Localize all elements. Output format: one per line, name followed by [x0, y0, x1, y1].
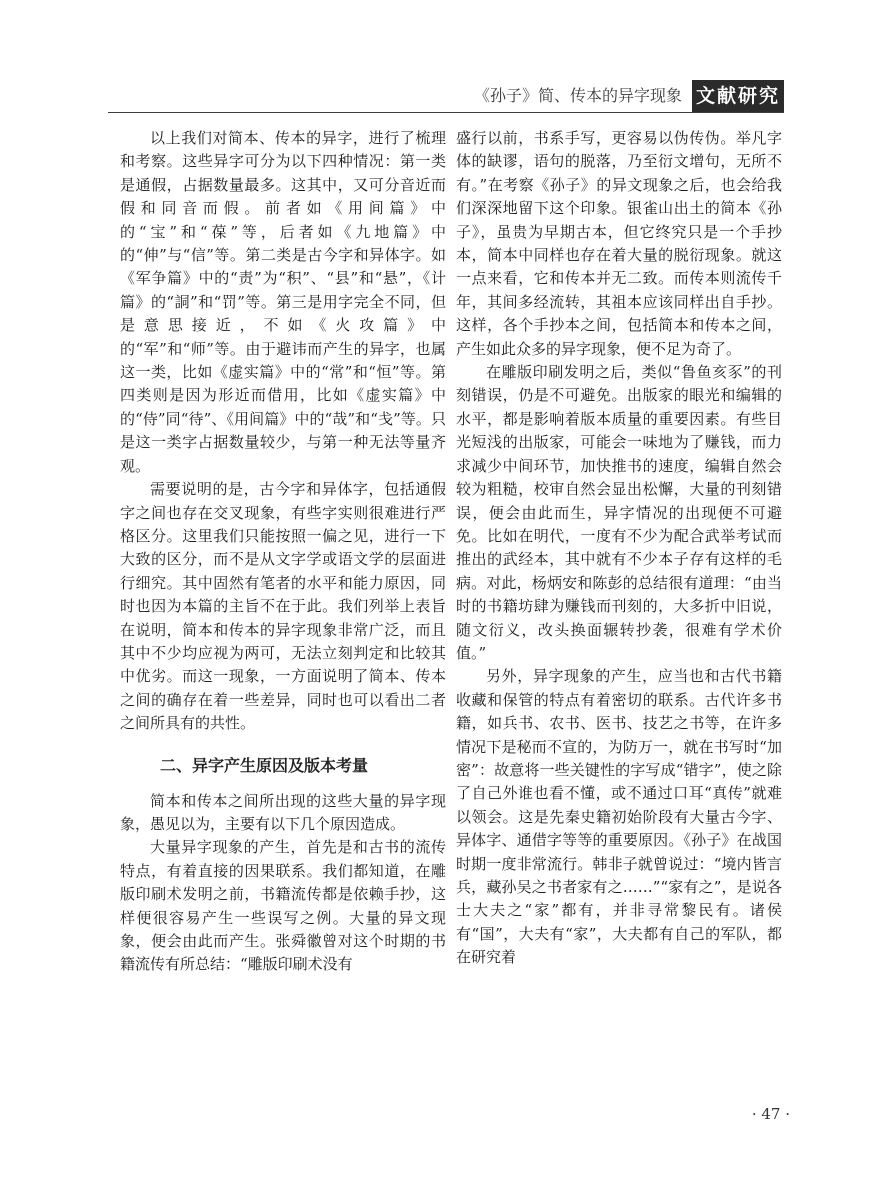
- running-header-title: 《孙子》简、传本的异字现象: [473, 86, 682, 105]
- paragraph: 需要说明的是，古今字和异体字，包括通假字之间也存在交叉现象，有些字实则很难进行严格区分。这里我们只能按照一偏之见，进行一下大致的区分，而不是从文字学或语文学的层面进行细究。其中固然有笔者的水平和能力原因，同时也因为本篇的主旨不在于此。我们列举上表旨在说明，简本和传本的异字现象非常广泛，而且其中不少均应视为两可，无法立刻判定和比较其中优劣。而这一现象，一方面说明了简本、传本之间的确存在着一些差异，同时也可以看出二者之间所具有的共性。: [120, 480, 446, 733]
- page-number: · 47 ·: [751, 1105, 790, 1123]
- paragraph: 以上我们对简本、传本的异字，进行了梳理和考察。这些异字可分为以下四种情况：第一类是通假，占据数量最多。这其中，又可分音近而假和同音而假。前者如《用间篇》中的“宝”和“葆”等，后者如《九地篇》中的“伸”与“信”等。第二类是古今字和异体字。如《军争篇》中的“责”为“积”、“县”和“悬”，《计篇》的“詷”和“罚”等。第三是用字完全不同，但是意思接近，不如《火攻篇》中的“军”和“师”等。由于避讳而产生的异字，也属这一类，比如《虚实篇》中的“常”和“恒”等。第四类则是因为形近而借用，比如《虚实篇》中的“侍”同“待”、《用间篇》中的“哉”和“戋”等。只是这一类字占据数量较少，与第一种无法等量齐观。: [120, 129, 446, 475]
- paragraph: 盛行以前，书系手写，更容易以伪传伪。举凡字体的缺谬，语句的脱落，乃至衍文增句，无所不有。”在考察《孙子》的异文现象之后，也会给我们深深地留下这个印象。银雀山出土的简本《孙子》，虽贵为早期古本，但它终究只是一个手抄本，简本中同样也存在着大量的脱衍现象。就这一点来看，它和传本并无二致。而传本则流传千年，其间多经流转，其祖本应该同样出自手抄。这样，各个手抄本之间，包括简本和传本之间，产生如此众多的异字现象，便不足为奇了。: [456, 129, 782, 358]
- left-column: [120, 127, 446, 977]
- paragraph: 简本和传本之间所出现的这些大量的异字现象，愚见以为，主要有以下几个原因造成。: [120, 791, 446, 833]
- header-divider: [108, 112, 784, 113]
- section-badge: 文献研究: [692, 80, 784, 112]
- paragraph: 在雕版印刷发明之后，类似“鲁鱼亥豕”的刊刻错误，仍是不可避免。出版家的眼光和编辑的水平，都是影响着版本质量的重要因素。有些目光短浅的出版家，可能会一味地为了赚钱，而力求减少中间环节，加快推书的速度，编辑自然会较为粗糙，校审自然会显出松懈，大量的刊刻错误，便会由此而生，异字情况的出现便不可避免。比如在明代，一度有不少为配合武举考试而推出的武经本，其中就有不少本子存有这样的毛病。对此，杨炳安和陈彭的总结很有道理：“由当时的书籍坊肆为赚钱而刊刻的，大多折中旧说，随文衍义，改头换面辗转抄袭，很难有学术价值。”: [456, 363, 782, 662]
- section-heading: 二、异字产生原因及版本考量: [160, 755, 369, 775]
- paragraph: 大量异字现象的产生，首先是和古书的流传特点，有着直接的因果联系。我们都知道，在雕版印刷术发明之前，书籍流传都是依赖手抄，这样便很容易产生一些误写之例。大量的异文现象，便会由此而产生。张舜徽曾对这个时期的书籍流传有所总结：“雕版印刷术没有: [120, 838, 446, 974]
- paragraph: 另外，异字现象的产生，应当也和古代书籍收藏和保管的特点有着密切的联系。古代许多书籍，如兵书、农书、医书、技艺之书等，在许多情况下是秘而不宣的，为防万一，就在书写时“加密”：故意将一些关键性的字写成“错字”，使之除了自己外谁也看不懂，或不通过口耳“真传”就难以领会。这是先秦史籍初始阶段有大量古今字、异体字、通借字等等的重要原因。《孙子》在战国时期一度非常流行。韩非子就曾说过：“境内皆言兵，藏孙吴之书者家有之……”“家有之”，是说各士大夫之“家”都有，并非寻常黎民有。诸侯有“国”，大夫有“家”，大夫都有自己的军队，都在研究着: [456, 667, 782, 967]
- right-column: [456, 127, 782, 970]
